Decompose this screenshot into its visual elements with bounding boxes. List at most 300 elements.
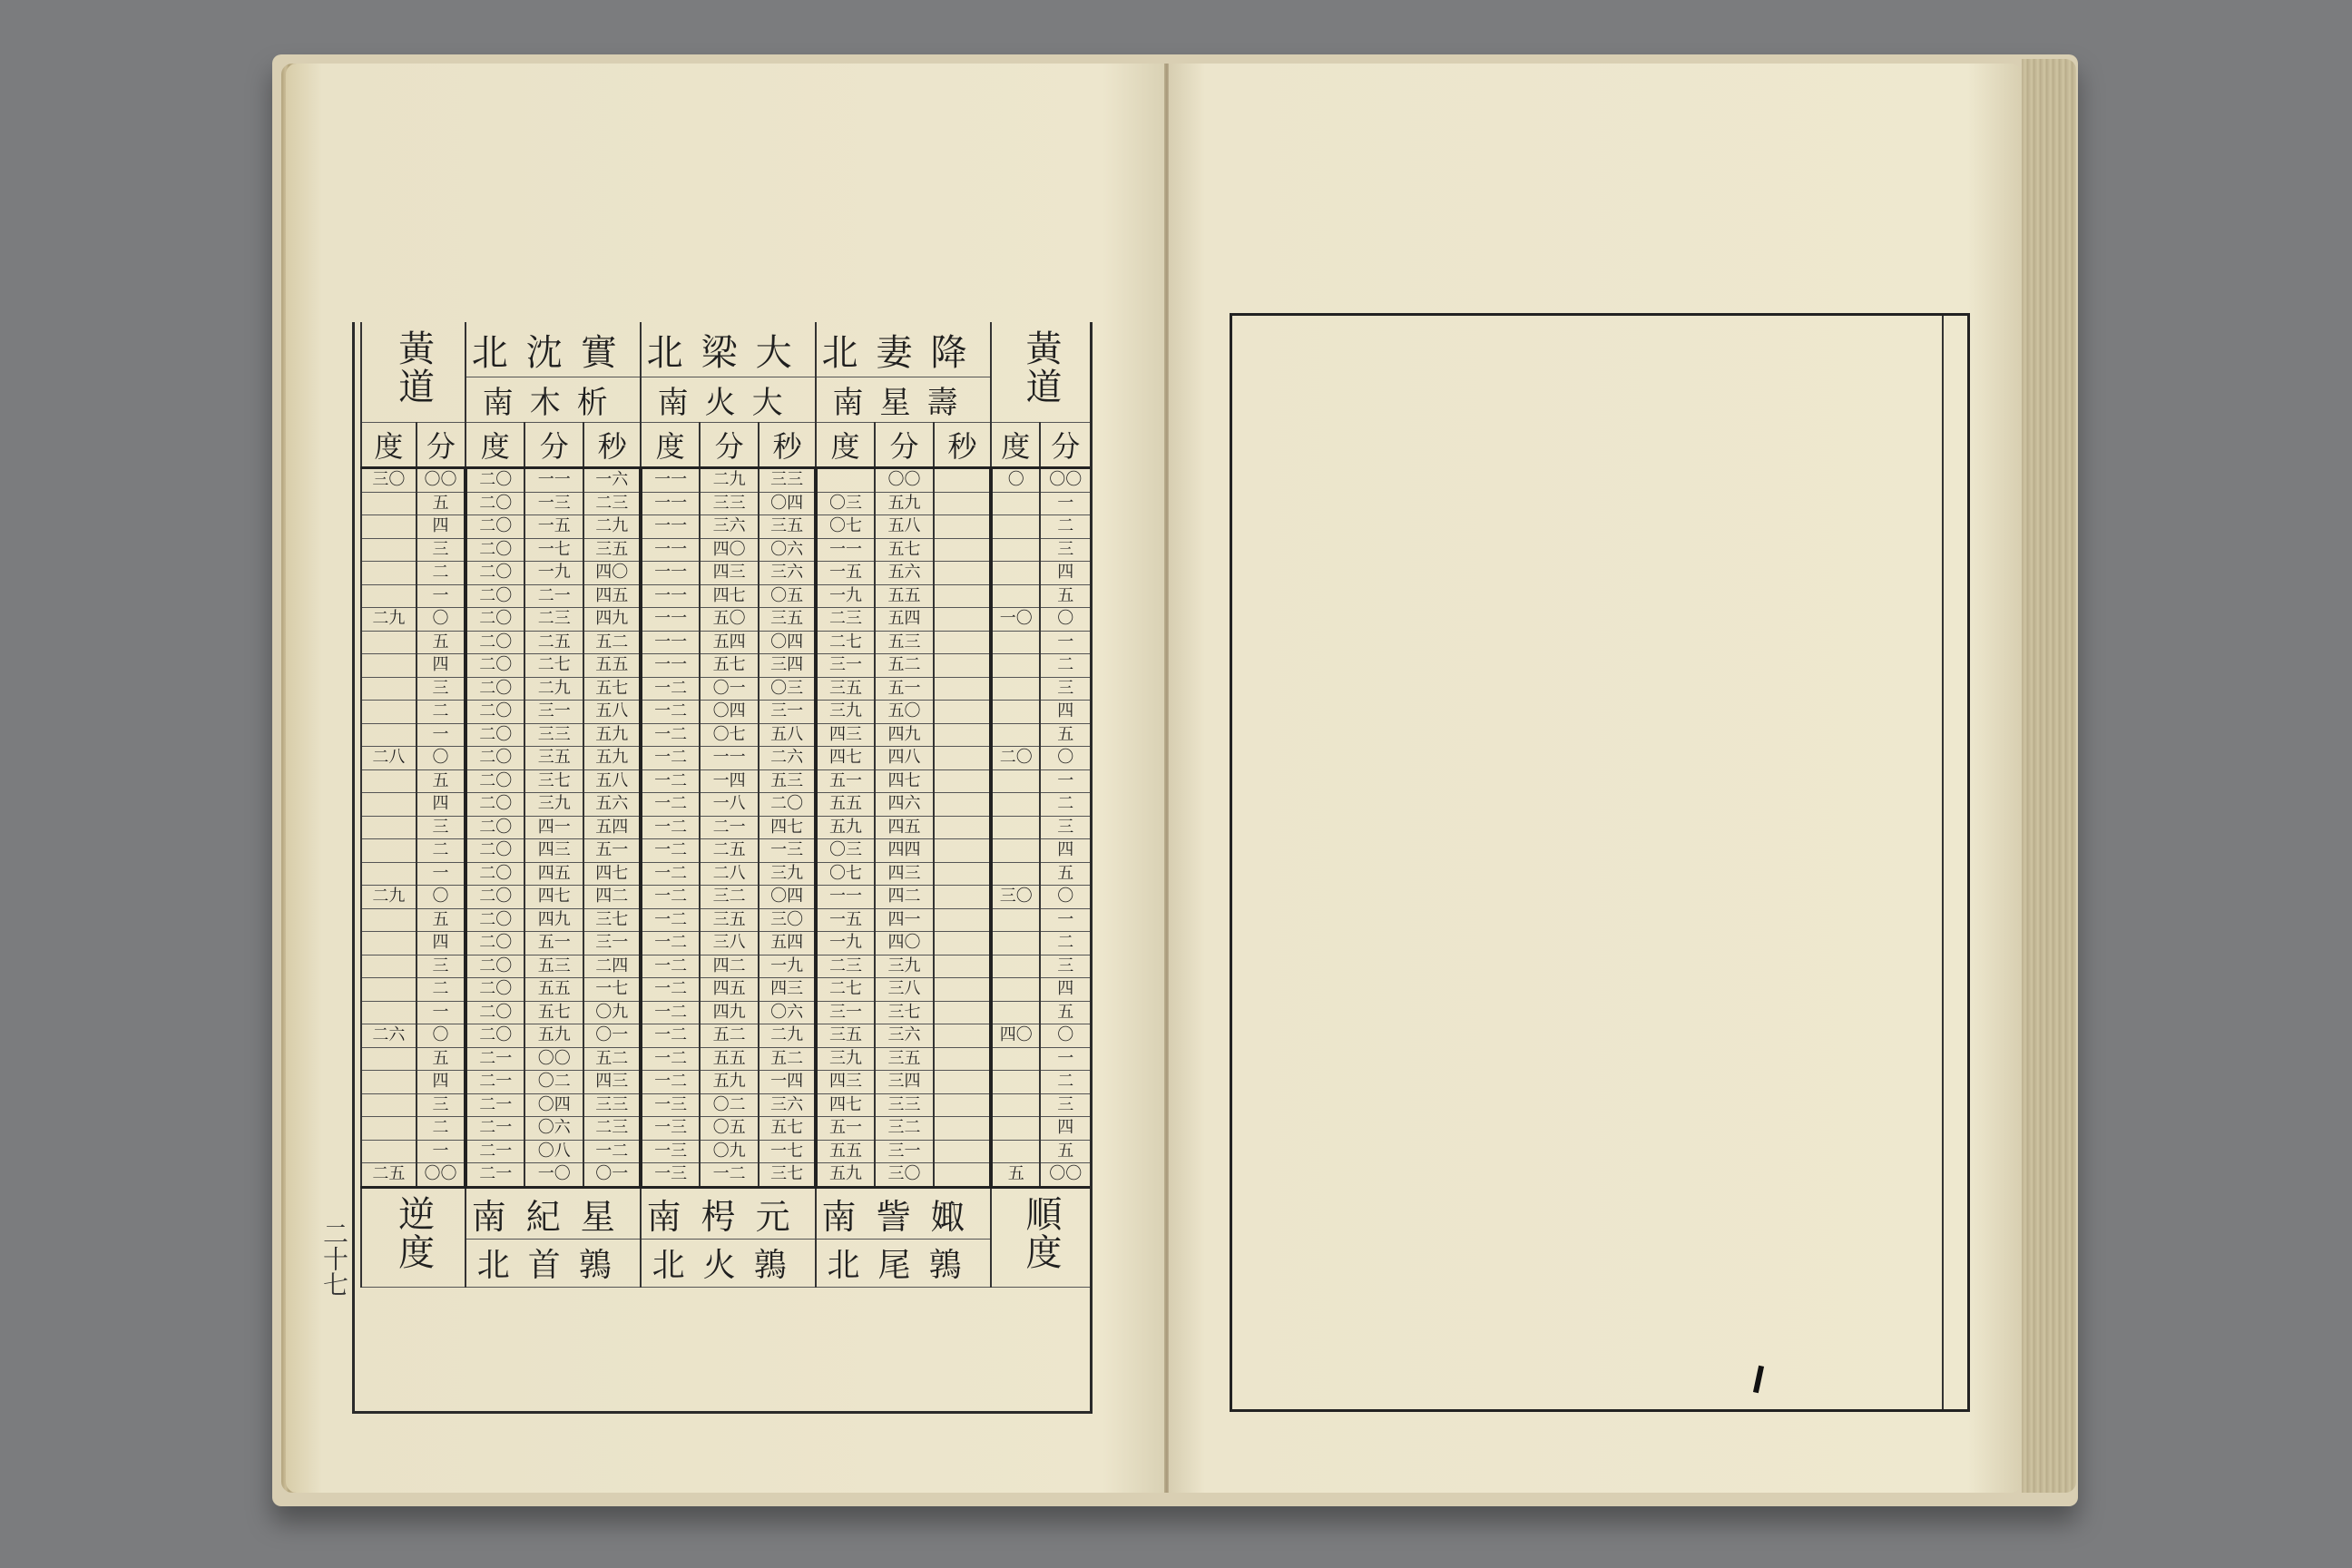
- table-cell: 五六: [583, 793, 641, 817]
- table-cell: [991, 701, 1041, 724]
- table-cell: 四七: [583, 862, 641, 886]
- table-cell: 三五: [583, 538, 641, 562]
- subheader-row: [361, 423, 1090, 468]
- table-cell: 〇: [416, 886, 466, 909]
- table-cell: 〇八: [524, 1140, 583, 1163]
- table-cell: 二〇: [466, 769, 524, 793]
- subheader-cell: 度: [991, 423, 1041, 468]
- table-row: [361, 515, 1090, 539]
- table-cell: [991, 677, 1041, 701]
- table-cell: [934, 1047, 991, 1071]
- table-cell: 二七: [816, 631, 875, 654]
- table-cell: 一一: [641, 562, 700, 585]
- table-cell: 〇一: [700, 677, 759, 701]
- table-cell: 五二: [759, 1047, 816, 1071]
- table-cell: 二〇: [466, 538, 524, 562]
- table-row: [361, 538, 1090, 562]
- table-cell: 五四: [759, 932, 816, 956]
- table-cell: 四: [1040, 839, 1090, 863]
- table-cell: 四三: [816, 1071, 875, 1094]
- table-cell: 二九: [583, 515, 641, 539]
- table-cell: 一三: [524, 492, 583, 515]
- table-cell: [361, 677, 416, 701]
- table-cell: 二三: [583, 492, 641, 515]
- footer-col3-bottom: 北火鶉: [641, 1239, 816, 1287]
- table-cell: 三〇: [875, 1163, 934, 1188]
- table-cell: [361, 562, 416, 585]
- table-cell: 二〇: [466, 978, 524, 1002]
- table-cell: 二〇: [466, 908, 524, 932]
- table-cell: 一一: [816, 538, 875, 562]
- table-cell: [934, 1071, 991, 1094]
- table-cell: [991, 862, 1041, 886]
- table-cell: 三〇: [759, 908, 816, 932]
- table-cell: 一: [1040, 908, 1090, 932]
- table-cell: [991, 562, 1041, 585]
- table-cell: 二〇: [991, 747, 1041, 770]
- table-cell: 一二: [641, 747, 700, 770]
- table-cell: 四三: [524, 839, 583, 863]
- table-cell: 四七: [700, 584, 759, 608]
- table-cell: 二一: [466, 1071, 524, 1094]
- table-cell: 二: [1040, 932, 1090, 956]
- table-cell: 三六: [759, 562, 816, 585]
- table-cell: [934, 654, 991, 678]
- table-cell: [361, 538, 416, 562]
- table-cell: 三一: [759, 701, 816, 724]
- table-cell: 〇一: [583, 1024, 641, 1048]
- table-cell: 二〇: [466, 839, 524, 863]
- table-cell: 五九: [875, 492, 934, 515]
- table-cell: 二〇: [466, 631, 524, 654]
- table-row: [361, 631, 1090, 654]
- table-cell: 二九: [361, 886, 416, 909]
- table-cell: 一三: [759, 839, 816, 863]
- table-cell: 一一: [641, 654, 700, 678]
- table-cell: 三一: [816, 1001, 875, 1024]
- table-cell: [934, 978, 991, 1002]
- table-row: [361, 816, 1090, 839]
- table-cell: [934, 886, 991, 909]
- table-cell: 〇四: [759, 492, 816, 515]
- table-cell: [991, 515, 1041, 539]
- table-cell: [934, 793, 991, 817]
- table-cell: 二〇: [466, 723, 524, 747]
- table-cell: 五九: [524, 1024, 583, 1048]
- table-cell: 五四: [583, 816, 641, 839]
- table-cell: 三九: [759, 862, 816, 886]
- table-cell: 一二: [641, 677, 700, 701]
- table-cell: 五: [416, 908, 466, 932]
- table-cell: 二一: [524, 584, 583, 608]
- table-cell: 三一: [816, 654, 875, 678]
- table-row: [361, 562, 1090, 585]
- table-cell: 〇四: [700, 701, 759, 724]
- table-cell: 一一: [641, 515, 700, 539]
- table-cell: 〇〇: [1040, 1163, 1090, 1188]
- table-cell: [991, 955, 1041, 978]
- header-row-top: [361, 322, 1090, 377]
- table-row: [361, 1117, 1090, 1141]
- header-ecliptic-left: 黃道: [361, 322, 466, 423]
- table-cell: 〇: [1040, 886, 1090, 909]
- table-cell: 一二: [641, 723, 700, 747]
- table-cell: 三七: [583, 908, 641, 932]
- table-cell: 五八: [583, 701, 641, 724]
- table-cell: 五: [1040, 723, 1090, 747]
- table-cell: 五: [416, 492, 466, 515]
- subheader-cell: 度: [641, 423, 700, 468]
- table-cell: 〇六: [759, 1001, 816, 1024]
- table-cell: 二: [1040, 1071, 1090, 1094]
- table-cell: 一一: [816, 886, 875, 909]
- table-cell: [934, 492, 991, 515]
- table-cell: [934, 955, 991, 978]
- table-cell: 一: [416, 584, 466, 608]
- table-cell: 二〇: [466, 584, 524, 608]
- table-cell: [361, 1140, 416, 1163]
- table-cell: [934, 562, 991, 585]
- table-cell: [991, 492, 1041, 515]
- right-frame-inner-rule: [1942, 316, 1944, 1409]
- table-cell: 二三: [524, 608, 583, 632]
- table-cell: 二〇: [466, 955, 524, 978]
- table-cell: 〇: [1040, 1024, 1090, 1048]
- table-cell: 五三: [524, 955, 583, 978]
- table-cell: 〇二: [700, 1093, 759, 1117]
- table-cell: [991, 793, 1041, 817]
- table-cell: 二: [1040, 515, 1090, 539]
- table-cell: 一九: [816, 584, 875, 608]
- table-row: [361, 955, 1090, 978]
- table-cell: 二〇: [466, 932, 524, 956]
- table-cell: 〇七: [700, 723, 759, 747]
- subheader-cell: 分: [875, 423, 934, 468]
- right-page-edge: [2022, 59, 2076, 1493]
- table-cell: 一二: [641, 955, 700, 978]
- table-cell: [991, 1093, 1041, 1117]
- table-cell: 三四: [875, 1071, 934, 1094]
- table-cell: 四六: [875, 793, 934, 817]
- table-cell: [934, 1093, 991, 1117]
- table-cell: 五二: [583, 631, 641, 654]
- table-cell: 一三: [641, 1163, 700, 1188]
- table-cell: 三九: [875, 955, 934, 978]
- table-cell: [361, 955, 416, 978]
- table-cell: 三: [416, 538, 466, 562]
- table-cell: 三: [1040, 677, 1090, 701]
- table-cell: 一二: [583, 1140, 641, 1163]
- table-cell: 一二: [641, 839, 700, 863]
- table-row: [361, 862, 1090, 886]
- table-cell: 四三: [583, 1071, 641, 1094]
- table-cell: 五: [1040, 584, 1090, 608]
- subheader-cell: 分: [524, 423, 583, 468]
- table-cell: 五二: [700, 1024, 759, 1048]
- table-row: [361, 1047, 1090, 1071]
- table-cell: 二一: [700, 816, 759, 839]
- table-cell: 四: [416, 932, 466, 956]
- table-cell: 一一: [641, 608, 700, 632]
- table-cell: 五五: [875, 584, 934, 608]
- table-row: [361, 886, 1090, 909]
- table-body: [361, 468, 1090, 1188]
- table-cell: [934, 769, 991, 793]
- table-cell: [991, 538, 1041, 562]
- table-cell: 三五: [759, 608, 816, 632]
- footer-row-top: [361, 1187, 1090, 1239]
- table-cell: 三七: [875, 1001, 934, 1024]
- table-cell: 一一: [641, 492, 700, 515]
- table-cell: 一二: [641, 862, 700, 886]
- table-cell: 三五: [700, 908, 759, 932]
- table-cell: [934, 862, 991, 886]
- footer-col3-top: 南枵元: [641, 1187, 816, 1239]
- table-row: [361, 747, 1090, 770]
- table-cell: 三二: [700, 886, 759, 909]
- table-cell: 一二: [641, 886, 700, 909]
- table-cell: 四: [1040, 701, 1090, 724]
- footer-row-bottom: [361, 1239, 1090, 1287]
- table-cell: [361, 862, 416, 886]
- table-cell: 一二: [641, 701, 700, 724]
- table-cell: 五一: [583, 839, 641, 863]
- table-cell: 四五: [700, 978, 759, 1002]
- table-cell: 三三: [524, 723, 583, 747]
- table-cell: 〇三: [759, 677, 816, 701]
- table-cell: 五九: [816, 816, 875, 839]
- table-cell: 三九: [816, 701, 875, 724]
- table-cell: [361, 631, 416, 654]
- table-cell: [361, 816, 416, 839]
- table-cell: 〇〇: [875, 468, 934, 493]
- table-cell: 二九: [700, 468, 759, 493]
- table-cell: 二: [416, 978, 466, 1002]
- table-cell: 二一: [466, 1047, 524, 1071]
- table-cell: 五八: [875, 515, 934, 539]
- table-cell: [361, 492, 416, 515]
- table-row: [361, 654, 1090, 678]
- subheader-cell: 分: [1040, 423, 1090, 468]
- table-cell: 四七: [759, 816, 816, 839]
- table-cell: [934, 908, 991, 932]
- table-cell: 〇七: [816, 862, 875, 886]
- table-cell: 四: [1040, 1117, 1090, 1141]
- table-row: [361, 608, 1090, 632]
- table-cell: 二〇: [466, 654, 524, 678]
- table-cell: [361, 654, 416, 678]
- table-cell: 二三: [816, 955, 875, 978]
- subheader-cell: 分: [700, 423, 759, 468]
- table-cell: 二: [416, 839, 466, 863]
- table-cell: 二: [416, 562, 466, 585]
- table-cell: 四三: [700, 562, 759, 585]
- table-cell: [991, 816, 1041, 839]
- table-cell: 四四: [875, 839, 934, 863]
- table-cell: 一: [416, 723, 466, 747]
- table-cell: 二七: [816, 978, 875, 1002]
- table-cell: 四二: [583, 886, 641, 909]
- table-cell: 一二: [641, 1024, 700, 1048]
- table-cell: 三: [416, 955, 466, 978]
- table-cell: [816, 468, 875, 493]
- table-cell: 五七: [700, 654, 759, 678]
- table-cell: 二三: [816, 608, 875, 632]
- table-cell: 五: [1040, 862, 1090, 886]
- table-cell: [991, 1001, 1041, 1024]
- table-cell: [991, 1047, 1041, 1071]
- table-cell: 〇〇: [416, 1163, 466, 1188]
- table-cell: 四七: [875, 769, 934, 793]
- table-cell: 五五: [524, 978, 583, 1002]
- table-cell: 五七: [524, 1001, 583, 1024]
- table-cell: 三三: [700, 492, 759, 515]
- table-cell: 三四: [759, 654, 816, 678]
- table-cell: 五六: [875, 562, 934, 585]
- table-cell: 〇: [416, 747, 466, 770]
- table-cell: 二九: [759, 1024, 816, 1048]
- table-cell: 一二: [641, 1047, 700, 1071]
- table-cell: [361, 978, 416, 1002]
- table-cell: 五七: [583, 677, 641, 701]
- table-cell: [934, 723, 991, 747]
- table-cell: [361, 793, 416, 817]
- table-cell: 一: [416, 1140, 466, 1163]
- table-cell: 四: [416, 654, 466, 678]
- table-row: [361, 1093, 1090, 1117]
- table-cell: 〇一: [583, 1163, 641, 1188]
- table-cell: 二九: [524, 677, 583, 701]
- table-cell: [361, 932, 416, 956]
- table-cell: 四〇: [700, 538, 759, 562]
- table-cell: [934, 631, 991, 654]
- table-cell: 四: [1040, 978, 1090, 1002]
- table-cell: [991, 932, 1041, 956]
- table-cell: 二五: [361, 1163, 416, 1188]
- subheader-cell: 度: [361, 423, 416, 468]
- table-cell: 一七: [524, 538, 583, 562]
- table-cell: [991, 631, 1041, 654]
- table-row: [361, 1140, 1090, 1163]
- table-cell: 一二: [641, 932, 700, 956]
- table-cell: [991, 1140, 1041, 1163]
- table-cell: [934, 701, 991, 724]
- table-cell: 二〇: [466, 562, 524, 585]
- table-cell: 一: [416, 1001, 466, 1024]
- table-cell: 五九: [583, 747, 641, 770]
- table-cell: 〇〇: [416, 468, 466, 493]
- table-cell: 五五: [816, 1140, 875, 1163]
- table-cell: [361, 1047, 416, 1071]
- table-cell: [934, 515, 991, 539]
- table-cell: 一六: [583, 468, 641, 493]
- table-row: [361, 839, 1090, 863]
- table-cell: 二〇: [466, 816, 524, 839]
- table-cell: 二〇: [466, 747, 524, 770]
- table-row: [361, 492, 1090, 515]
- table-cell: 一: [1040, 631, 1090, 654]
- table-cell: [991, 908, 1041, 932]
- table-cell: [991, 584, 1041, 608]
- table-cell: 五: [1040, 1140, 1090, 1163]
- table-cell: 三: [1040, 538, 1090, 562]
- table-cell: 四一: [524, 816, 583, 839]
- table-cell: 三九: [524, 793, 583, 817]
- table-cell: [934, 584, 991, 608]
- table-row: [361, 908, 1090, 932]
- table-cell: [991, 654, 1041, 678]
- table-cell: [361, 723, 416, 747]
- table-cell: 五四: [700, 631, 759, 654]
- table-cell: [934, 468, 991, 493]
- table-cell: 〇七: [816, 515, 875, 539]
- table-cell: 〇五: [759, 584, 816, 608]
- table-row: [361, 932, 1090, 956]
- subheader-cell: 秒: [759, 423, 816, 468]
- table-cell: 一一: [641, 538, 700, 562]
- table-cell: 一: [1040, 769, 1090, 793]
- table-cell: [361, 908, 416, 932]
- table-cell: 二三: [583, 1117, 641, 1141]
- table-cell: 〇三: [816, 839, 875, 863]
- table-cell: 一九: [759, 955, 816, 978]
- table-cell: 〇四: [759, 886, 816, 909]
- table-cell: 四八: [875, 747, 934, 770]
- table-cell: 二〇: [466, 515, 524, 539]
- table-row: [361, 723, 1090, 747]
- table-cell: 〇: [416, 608, 466, 632]
- table-cell: 五七: [875, 538, 934, 562]
- table-cell: [991, 723, 1041, 747]
- table-row: [361, 769, 1090, 793]
- table-cell: 二〇: [466, 701, 524, 724]
- table-cell: 一: [1040, 492, 1090, 515]
- table-cell: 一〇: [524, 1163, 583, 1188]
- table-cell: 一二: [641, 769, 700, 793]
- table-cell: 二〇: [759, 793, 816, 817]
- table-cell: [991, 978, 1041, 1002]
- table-cell: 二: [1040, 654, 1090, 678]
- table-cell: 一一: [641, 584, 700, 608]
- table-cell: 三六: [759, 1093, 816, 1117]
- table-cell: [934, 747, 991, 770]
- table-row: [361, 677, 1090, 701]
- table-cell: [934, 1140, 991, 1163]
- table-cell: 三一: [875, 1140, 934, 1163]
- table-cell: [361, 1093, 416, 1117]
- footer-col2-bottom: 北首鶉: [466, 1239, 641, 1287]
- table-cell: 四五: [583, 584, 641, 608]
- table-cell: 三三: [583, 1093, 641, 1117]
- table-cell: 二〇: [466, 608, 524, 632]
- table-row: [361, 978, 1090, 1002]
- table-cell: 三: [1040, 1093, 1090, 1117]
- table-cell: 三: [416, 816, 466, 839]
- table-cell: 五一: [816, 1117, 875, 1141]
- table-cell: 一: [416, 862, 466, 886]
- header-col4-south: 南星壽: [816, 377, 991, 423]
- almanac-table: [360, 322, 1090, 1288]
- table-cell: 一五: [816, 562, 875, 585]
- table-cell: [361, 839, 416, 863]
- table-row: [361, 1071, 1090, 1094]
- table-cell: 四九: [524, 908, 583, 932]
- table-cell: 三一: [524, 701, 583, 724]
- table-cell: 三: [416, 677, 466, 701]
- table-cell: 二〇: [466, 1024, 524, 1048]
- table-cell: 一四: [759, 1071, 816, 1094]
- right-page-frame: [1230, 313, 1970, 1412]
